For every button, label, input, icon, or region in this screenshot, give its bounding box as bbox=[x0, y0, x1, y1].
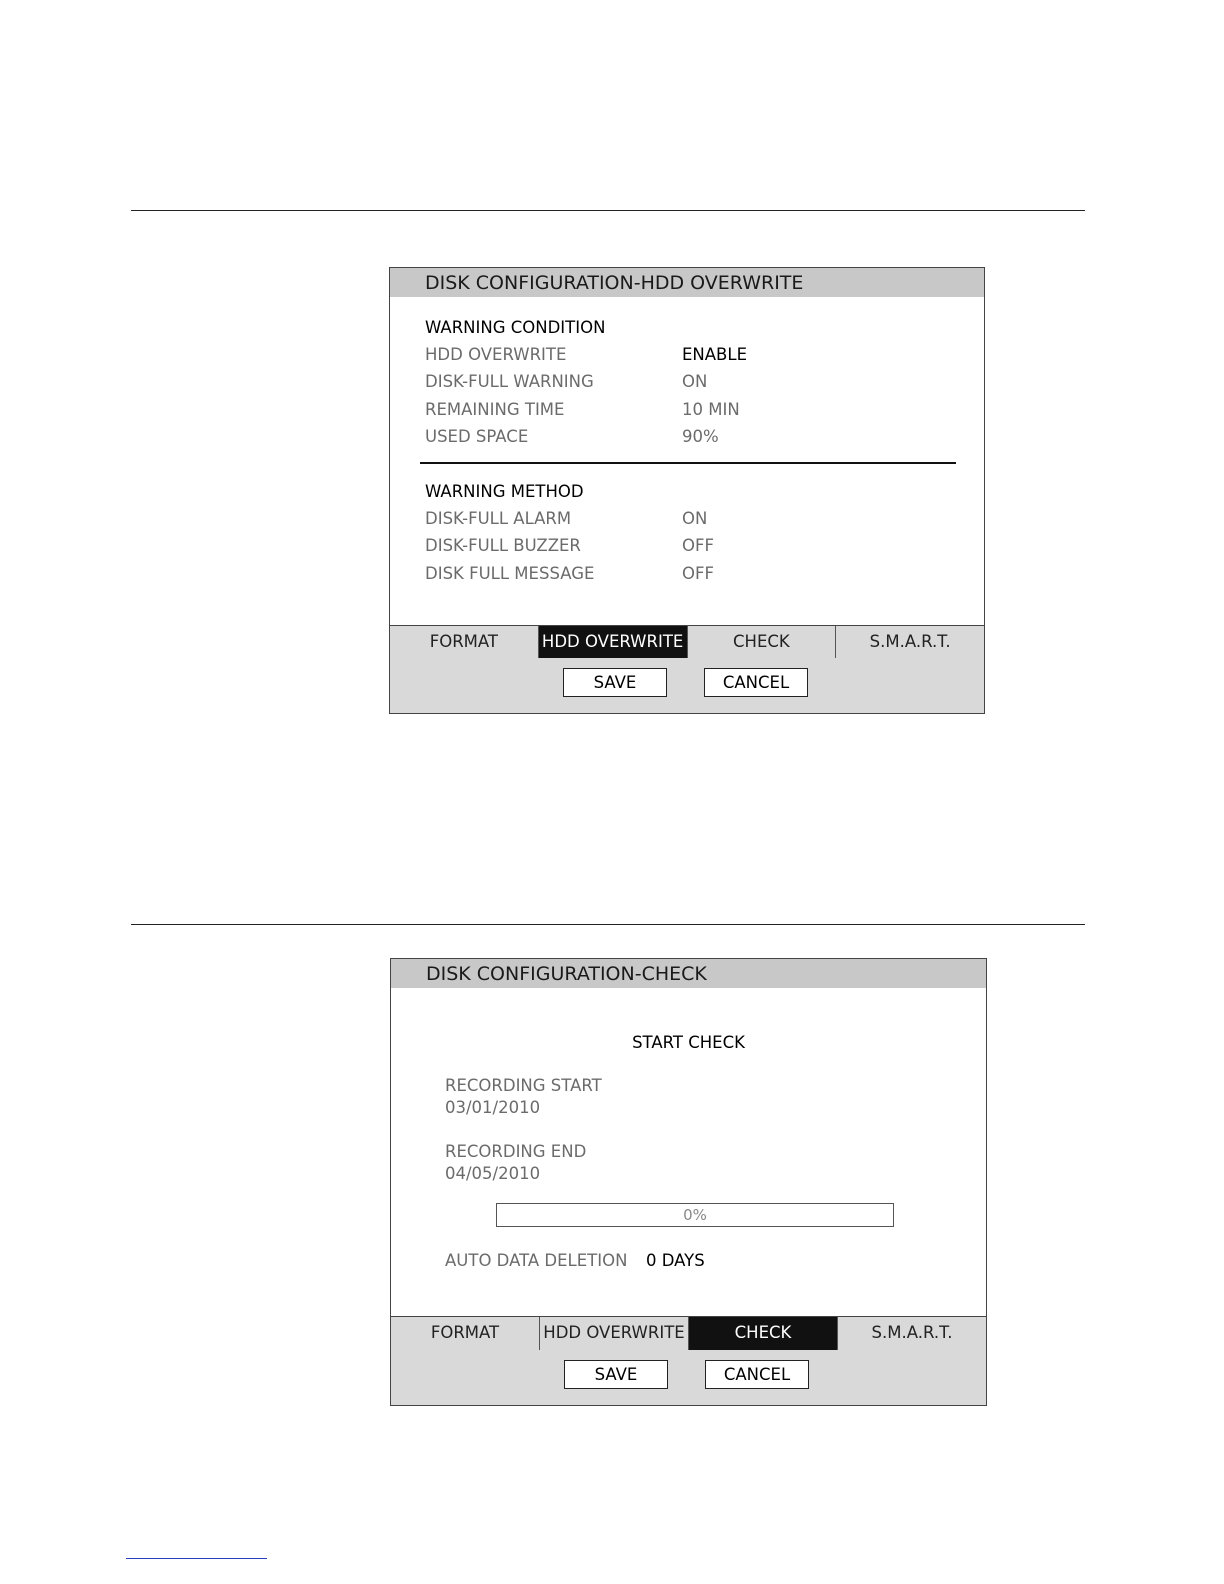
remaining-time-value[interactable]: 10 MIN bbox=[682, 400, 740, 419]
used-space-label: USED SPACE bbox=[425, 427, 529, 446]
footnote-rule bbox=[126, 1558, 267, 1559]
dialog-footer bbox=[391, 1350, 986, 1405]
disk-config-tabs bbox=[391, 1316, 986, 1351]
warning-method-heading: WARNING METHOD bbox=[425, 482, 584, 501]
middle-rule bbox=[131, 924, 1085, 925]
disk-full-alarm-value[interactable]: ON bbox=[682, 509, 708, 528]
top-rule bbox=[131, 210, 1085, 211]
hdd-overwrite-label: HDD OVERWRITE bbox=[425, 345, 567, 364]
used-space-value[interactable]: 90% bbox=[682, 427, 719, 446]
auto-data-deletion-label: AUTO DATA DELETION bbox=[445, 1251, 628, 1270]
disk-config-tabs bbox=[390, 625, 984, 659]
disk-full-message-label: DISK FULL MESSAGE bbox=[425, 564, 595, 583]
tab-smart[interactable]: S.M.A.R.T. bbox=[837, 1317, 986, 1350]
disk-full-warning-label: DISK-FULL WARNING bbox=[425, 372, 594, 391]
save-button[interactable]: SAVE bbox=[564, 1360, 668, 1389]
disk-full-message-value[interactable]: OFF bbox=[682, 564, 714, 583]
dialog-title: DISK CONFIGURATION-CHECK bbox=[391, 959, 986, 988]
save-button[interactable]: SAVE bbox=[563, 668, 667, 697]
disk-full-warning-value[interactable]: ON bbox=[682, 372, 708, 391]
recording-end-value: 04/05/2010 bbox=[445, 1164, 541, 1183]
tab-check[interactable]: CHECK bbox=[687, 626, 836, 658]
remaining-time-label: REMAINING TIME bbox=[425, 400, 565, 419]
section-divider bbox=[420, 462, 956, 464]
tab-check[interactable]: CHECK bbox=[688, 1317, 837, 1350]
tab-format[interactable]: FORMAT bbox=[430, 1323, 500, 1342]
recording-end-label: RECORDING END bbox=[445, 1142, 587, 1161]
check-dialog bbox=[390, 958, 987, 1406]
start-check-button[interactable]: START CHECK bbox=[632, 1033, 745, 1052]
dialog-title: DISK CONFIGURATION-HDD OVERWRITE bbox=[390, 268, 984, 297]
disk-full-buzzer-value[interactable]: OFF bbox=[682, 536, 714, 555]
check-progress-bar bbox=[496, 1203, 894, 1227]
disk-full-buzzer-label: DISK-FULL BUZZER bbox=[425, 536, 581, 555]
tab-smart[interactable]: S.M.A.R.T. bbox=[835, 626, 984, 658]
hdd-overwrite-dialog bbox=[389, 267, 985, 714]
tab-hdd-overwrite[interactable]: HDD OVERWRITE bbox=[538, 626, 687, 658]
warning-condition-heading: WARNING CONDITION bbox=[425, 318, 606, 337]
auto-data-deletion-value[interactable]: 0 DAYS bbox=[646, 1251, 705, 1270]
dialog-footer bbox=[390, 658, 984, 713]
tab-hdd-overwrite[interactable]: HDD OVERWRITE bbox=[539, 1317, 688, 1350]
hdd-overwrite-value[interactable]: ENABLE bbox=[682, 345, 747, 364]
disk-full-alarm-label: DISK-FULL ALARM bbox=[425, 509, 572, 528]
recording-start-label: RECORDING START bbox=[445, 1076, 602, 1095]
cancel-button[interactable]: CANCEL bbox=[704, 668, 808, 697]
recording-start-value: 03/01/2010 bbox=[445, 1098, 541, 1117]
tab-format[interactable]: FORMAT bbox=[429, 632, 498, 651]
progress-percent: 0% bbox=[683, 1206, 707, 1224]
cancel-button[interactable]: CANCEL bbox=[705, 1360, 809, 1389]
